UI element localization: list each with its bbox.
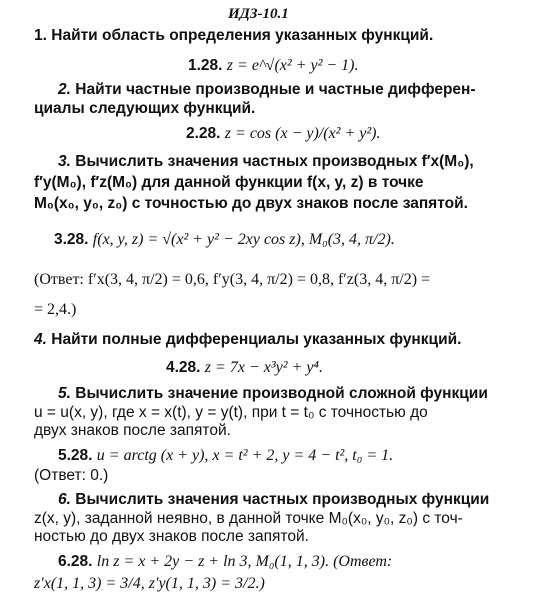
task-1-number: 1. bbox=[34, 27, 47, 44]
formula-6-label: 6.28. bbox=[58, 553, 93, 570]
task-6-line-2: z(x, y), заданной неявно, в данной точке M₀(x₀, y₀, z₀) с точ- bbox=[34, 510, 463, 527]
formula-6-answer: z′x(1, 1, 3) = 3/4, z′y(1, 1, 3) = 3/2.) bbox=[34, 575, 265, 592]
formula-6-line-2 bbox=[34, 574, 265, 594]
task-5-line-2: u = u(x, y), где x = x(t), y = y(t), при t = t₀ с точностью до bbox=[34, 404, 428, 421]
formula-2-label: 2.28. bbox=[186, 125, 221, 142]
formula-3-body: f(x, y, z) = √(x² + y² − 2xy cos z), M₀(3, 4, π/2). bbox=[92, 231, 395, 248]
formula-1 bbox=[188, 56, 359, 76]
task-6-line-1 bbox=[58, 490, 489, 510]
task-2-number: 2. bbox=[58, 81, 71, 98]
formula-1-label: 1.28. bbox=[188, 57, 223, 74]
formula-3-answer-1: (Ответ: f′x(3, 4, π/2) = 0,6, f′y(3, 4, π/2) = 0,8, f′z(3, 4, π/2) = bbox=[34, 271, 431, 288]
formula-6-line-1 bbox=[58, 552, 392, 572]
task-1 bbox=[34, 26, 433, 46]
formula-4-body: z = 7x − x³y² + y⁴. bbox=[204, 359, 323, 376]
formula-4 bbox=[166, 358, 323, 378]
task-3-line-2: f′y(M₀), f′z(M₀) для данной функции f(x, y, z) в точке bbox=[34, 174, 424, 191]
formula-5-answer: (Ответ: 0.) bbox=[34, 467, 109, 484]
task-2-line-2: циалы следующих функций. bbox=[34, 100, 256, 117]
formula-2-body: z = cos (x − y)/(x² + y²). bbox=[224, 125, 381, 142]
formula-6-body: ln z = x + 2y − z + ln 3, M₀(1, 1, 3). (Ответ: bbox=[96, 553, 393, 570]
formula-5 bbox=[58, 446, 393, 466]
task-3-text-1: Вычислить значения частных производных f′x(M₀), bbox=[75, 153, 474, 170]
task-6-text-1: Вычислить значения частных производных функции bbox=[75, 491, 490, 508]
formula-3-answer-line-2 bbox=[34, 300, 76, 320]
task-3-number: 3. bbox=[58, 153, 71, 170]
task-4-text: Найти полные дифференциалы указанных функций. bbox=[51, 331, 462, 348]
formula-3 bbox=[54, 230, 395, 250]
formula-1-body: z = e^√(x² + y² − 1). bbox=[226, 57, 359, 74]
formula-3-answer-2: = 2,4.) bbox=[34, 301, 77, 318]
task-5-text-1: Вычислить значение производной сложной функции bbox=[75, 385, 488, 402]
task-5-number: 5. bbox=[58, 385, 71, 402]
formula-5-body: u = arctg (x + y), x = t² + 2, y = 4 − t², t₀ = 1. bbox=[96, 447, 394, 464]
formula-3-answer-line-1 bbox=[34, 270, 430, 290]
task-3-line-1 bbox=[58, 152, 474, 172]
formula-2 bbox=[186, 124, 381, 144]
task-3-line-3: M₀(x₀, y₀, z₀) с точностью до двух знаков после запятой. bbox=[34, 195, 468, 212]
task-2-line-1 bbox=[58, 80, 476, 100]
formula-3-label: 3.28. bbox=[54, 231, 89, 248]
task-1-text: Найти область определения указанных функций. bbox=[51, 27, 434, 44]
task-5-line-1 bbox=[58, 384, 488, 404]
formula-5-label: 5.28. bbox=[58, 447, 93, 464]
page-title: ИДЗ-10.1 bbox=[228, 6, 289, 22]
task-4 bbox=[34, 330, 461, 350]
task-6-line-3: ностью до двух знаков после запятой. bbox=[34, 528, 309, 545]
task-5-line-3: двух знаков после запятой. bbox=[34, 422, 231, 439]
formula-4-label: 4.28. bbox=[166, 359, 201, 376]
task-4-number: 4. bbox=[34, 331, 47, 348]
task-2-text-1: Найти частные производные и частные дифферен- bbox=[75, 81, 476, 98]
task-6-number: 6. bbox=[58, 491, 71, 508]
